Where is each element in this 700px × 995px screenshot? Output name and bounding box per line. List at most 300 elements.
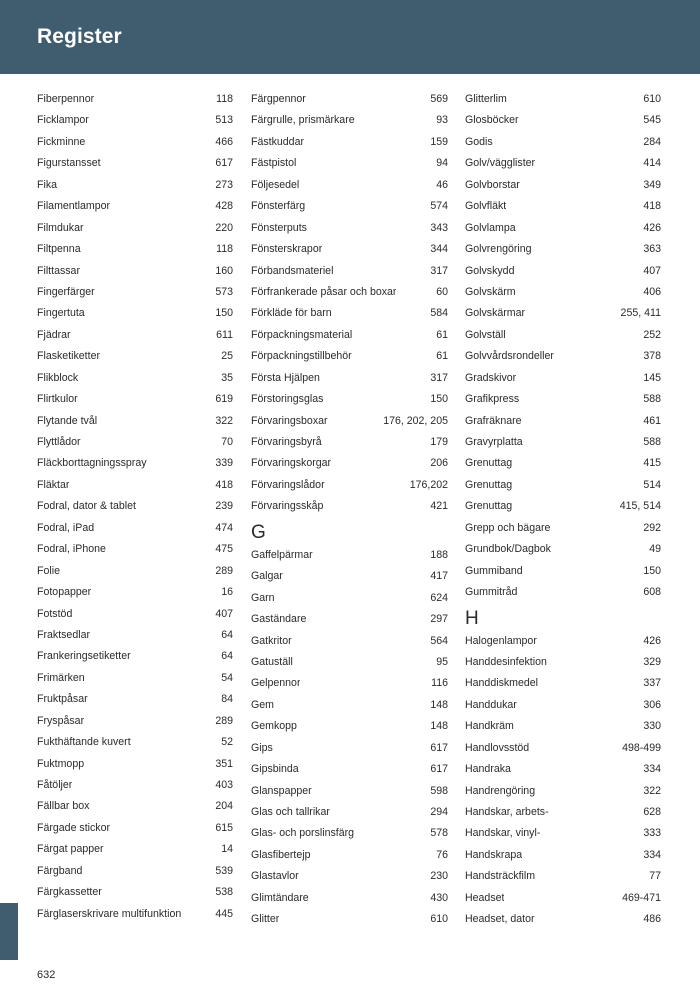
index-entry: [37, 625, 233, 646]
index-term: Frimärken: [37, 671, 85, 684]
index-entry: [37, 754, 233, 775]
index-term: Handskar, arbets-: [465, 806, 549, 818]
index-entry: [465, 802, 661, 823]
index-page-ref: 317: [430, 371, 448, 384]
index-page-ref: 610: [643, 93, 661, 105]
index-entry: [465, 496, 661, 517]
index-term: Färgade stickor: [37, 821, 111, 834]
index-term: Filamentlampor: [37, 200, 111, 213]
index-term: Golvställ: [465, 328, 506, 341]
index-entry: [251, 282, 448, 303]
index-term: Fåtöljer: [37, 779, 73, 791]
index-term: Glitter: [251, 913, 280, 926]
index-term: Frankeringsetiketter: [37, 650, 131, 663]
index-term: Glas- och porslinsfärg: [251, 827, 355, 840]
index-page-ref: 538: [215, 886, 233, 899]
index-page-ref: 418: [643, 200, 661, 213]
index-page-ref: 294: [430, 806, 448, 818]
index-term: Grenuttag: [465, 478, 513, 491]
index-entry: [251, 909, 448, 930]
index-entry: [465, 673, 661, 694]
index-page-ref: 150: [643, 564, 661, 577]
index-term: Golvskydd: [465, 264, 515, 277]
index-term: Fodral, iPad: [37, 521, 95, 534]
index-page-ref: 176, 202, 205: [383, 414, 448, 427]
index-term: Gem: [251, 698, 274, 711]
index-page-ref: 273: [215, 178, 233, 191]
index-page-ref: 64: [221, 628, 233, 641]
index-entry: [251, 759, 448, 780]
index-term: Färgkassetter: [37, 886, 102, 899]
index-page-ref: 35: [221, 371, 233, 384]
index-entry: [37, 239, 233, 260]
index-entry: [37, 518, 233, 539]
index-entry: [465, 175, 661, 196]
index-entry: [465, 759, 661, 780]
index-page-ref: 428: [215, 200, 233, 213]
index-entry: [465, 261, 661, 282]
index-entry: [37, 904, 233, 925]
index-entry: [37, 604, 233, 625]
index-entry: [251, 695, 448, 716]
index-entry: [465, 738, 661, 759]
index-entry: [37, 411, 233, 432]
index-entry: [465, 475, 661, 496]
index-term: Golvskärm: [465, 285, 516, 298]
index-page-ref: 564: [430, 634, 448, 647]
index-term: Fönsterskrapor: [251, 243, 323, 256]
index-entry: [465, 909, 661, 930]
index-term: Flyttlådor: [37, 436, 81, 448]
index-entry: [465, 196, 661, 217]
index-page-ref: 95: [436, 655, 448, 668]
index-entry: [37, 153, 233, 174]
index-entry: [251, 866, 448, 887]
index-entry: [251, 411, 448, 432]
index-page-ref: 54: [221, 671, 233, 684]
index-entry: [37, 861, 233, 882]
index-term: Glitterlim: [465, 93, 507, 105]
page-title: Register: [37, 25, 122, 48]
index-term: Flikblock: [37, 371, 79, 384]
index-page-ref: 574: [430, 200, 448, 213]
index-page-ref: 598: [430, 784, 448, 797]
index-page-ref: 588: [643, 393, 661, 406]
index-page-ref: 252: [643, 328, 661, 341]
section-letter: G: [251, 521, 266, 543]
index-term: Fuktmopp: [37, 757, 85, 770]
index-entry: [37, 668, 233, 689]
index-term: Handraka: [465, 763, 511, 776]
index-entry: [465, 716, 661, 737]
index-entry: [37, 303, 233, 324]
index-term: Glimtändare: [251, 891, 309, 904]
index-page-ref: 339: [215, 457, 233, 470]
index-term: Gatuställ: [251, 655, 293, 668]
index-term: Halogenlampor: [465, 634, 537, 647]
index-term: Förpackningsmaterial: [251, 328, 353, 341]
index-page-ref: 289: [215, 714, 233, 727]
index-entry: [251, 153, 448, 174]
index-page-ref: 617: [430, 741, 448, 754]
index-term: Fika: [37, 178, 58, 191]
index-entry: [37, 882, 233, 903]
index-term: Handrengöring: [465, 784, 536, 797]
index-entry: [251, 303, 448, 324]
index-entry: [251, 802, 448, 823]
index-term: Flasketiketter: [37, 350, 100, 363]
index-entry: [465, 539, 661, 560]
index-page-ref: 426: [643, 634, 661, 647]
index-page-ref: 25: [221, 350, 233, 363]
index-entry: [465, 110, 661, 131]
index-term: Headset: [465, 891, 505, 904]
index-term: Fruktpåsar: [37, 693, 88, 706]
index-page-ref: 343: [430, 221, 448, 234]
index-entry: [465, 781, 661, 802]
index-term: Fönsterputs: [251, 221, 307, 234]
index-entry: [465, 518, 661, 539]
index-page-ref: 475: [215, 543, 233, 556]
index-entry: [37, 475, 233, 496]
index-entry: [465, 866, 661, 887]
index-entry: [251, 716, 448, 737]
index-page-ref: 513: [215, 114, 233, 127]
index-page-ref: 150: [215, 307, 233, 320]
index-page-ref: 608: [643, 586, 661, 599]
index-term: Fästpistol: [251, 157, 297, 170]
index-entry: [37, 261, 233, 282]
index-page-ref: 61: [436, 328, 448, 341]
index-page-ref: 407: [215, 607, 233, 620]
index-term: Fiberpennor: [37, 93, 95, 105]
index-page-ref: 514: [643, 478, 661, 491]
index-page-ref: 255, 411: [620, 307, 661, 320]
index-page-ref: 76: [436, 848, 448, 861]
index-term: Gelpennor: [251, 677, 301, 690]
index-entry: [465, 282, 661, 303]
index-entry: [251, 545, 448, 566]
index-term: Garn: [251, 591, 275, 604]
index-term: Fotstöd: [37, 607, 73, 620]
index-entry: [37, 196, 233, 217]
index-term: Gradskivor: [465, 371, 517, 384]
index-entry: [251, 631, 448, 652]
index-term: Golv/vägglister: [465, 157, 536, 170]
index-entry: [251, 453, 448, 474]
index-page-ref: 116: [431, 677, 448, 690]
index-term: Fönsterfärg: [251, 200, 306, 213]
index-term: Handdesinfektion: [465, 655, 547, 668]
index-term: Grepp och bägare: [465, 521, 551, 534]
index-entry: [465, 389, 661, 410]
index-page-ref: 148: [430, 698, 448, 711]
index-entry: [465, 218, 661, 239]
index-page-ref: 588: [643, 436, 661, 448]
index-column-3: [465, 89, 661, 931]
index-term: Glas och tallrikar: [251, 806, 330, 818]
index-page-ref: 334: [643, 848, 661, 861]
index-term: Förkläde för barn: [251, 307, 332, 320]
index-entry: [251, 110, 448, 131]
index-term: Handsträckfilm: [465, 870, 536, 883]
index-term: Förbandsmateriel: [251, 264, 334, 277]
index-entry: [251, 218, 448, 239]
index-page-ref: 230: [430, 870, 448, 883]
index-page-ref: 539: [215, 864, 233, 877]
index-entry: [251, 175, 448, 196]
index-entry: [251, 781, 448, 802]
index-term: Färgat papper: [37, 843, 104, 856]
index-term: Filttassar: [37, 264, 80, 277]
index-term: Flirtkulor: [37, 393, 78, 406]
index-page-ref: 64: [221, 650, 233, 663]
index-term: Förstoringsglas: [251, 393, 324, 406]
index-page-ref: 239: [215, 500, 233, 513]
index-term: Gipsbinda: [251, 763, 299, 776]
index-term: Färgband: [37, 864, 83, 877]
index-page-ref: 284: [643, 135, 661, 148]
index-page-ref: 363: [643, 243, 661, 256]
index-page-ref: 317: [430, 264, 448, 277]
index-term: Golvvårdsrondeller: [465, 350, 554, 363]
index-term: Förvaringslådor: [251, 478, 325, 491]
index-term: Godis: [465, 135, 493, 148]
index-page-ref: 220: [215, 221, 233, 234]
index-page-ref: 469-471: [622, 891, 661, 904]
index-entry: [251, 673, 448, 694]
index-term: Grenuttag: [465, 457, 513, 470]
index-page-ref: 578: [430, 827, 448, 840]
index-term: Handdiskmedel: [465, 677, 539, 690]
index-column-1: [37, 89, 233, 925]
index-page-ref: 407: [643, 264, 661, 277]
index-entry: [251, 888, 448, 909]
index-entry: [37, 453, 233, 474]
index-page-ref: 351: [215, 757, 233, 770]
index-page-ref: 349: [643, 178, 661, 191]
index-entry: [465, 303, 661, 324]
index-page-ref: 292: [643, 521, 661, 534]
index-page-ref: 289: [215, 564, 233, 577]
index-term: Gatkritor: [251, 634, 292, 647]
index-entry: [37, 346, 233, 367]
index-term: Förfrankerade påsar och boxar: [251, 285, 397, 298]
index-page-ref: 415, 514: [619, 500, 661, 513]
index-term: Förvaringsskåp: [251, 500, 324, 513]
index-page-ref: 118: [216, 243, 233, 256]
index-entry: [465, 561, 661, 582]
index-page-ref: 322: [215, 414, 233, 427]
index-term: Grafräknare: [465, 414, 522, 427]
index-page-ref: 545: [643, 114, 661, 127]
index-entry: [465, 432, 661, 453]
index-page-ref: 61: [436, 350, 448, 363]
index-entry: [37, 368, 233, 389]
index-page-ref: 624: [430, 591, 448, 604]
index-term: Fotopapper: [37, 586, 92, 599]
index-page-ref: 418: [215, 478, 233, 491]
index-page-ref: 52: [221, 736, 233, 749]
index-term: Golvrengöring: [465, 243, 532, 256]
index-term: Fästkuddar: [251, 135, 304, 148]
index-term: Golvfläkt: [465, 200, 507, 213]
index-page-ref: 16: [221, 586, 233, 599]
index-page-ref: 94: [436, 157, 448, 170]
index-entry: [37, 110, 233, 131]
index-entry: [251, 325, 448, 346]
index-term: Handskrapa: [465, 848, 523, 861]
index-entry: [465, 89, 661, 110]
index-term: Figurstansset: [37, 157, 101, 170]
index-term: Golvborstar: [465, 178, 520, 191]
index-term: Gips: [251, 741, 273, 754]
index-entry: [37, 839, 233, 860]
page-number: 632: [37, 969, 56, 981]
index-entry: [37, 218, 233, 239]
index-term: Handlovsstöd: [465, 741, 530, 754]
index-page-ref: 60: [436, 285, 448, 298]
index-page-ref: 145: [643, 371, 661, 384]
index-entry: [37, 689, 233, 710]
index-entry: [465, 652, 661, 673]
index-page-ref: 426: [643, 221, 661, 234]
index-page-ref: 573: [215, 285, 233, 298]
index-page-ref: 584: [430, 307, 448, 320]
index-page-ref: 617: [430, 763, 448, 776]
index-page-ref: 610: [430, 913, 448, 926]
index-term: Golvskärmar: [465, 307, 526, 320]
index-entry: [37, 818, 233, 839]
index-term: Gaffelpärmar: [251, 548, 313, 561]
index-page-ref: 176,202: [409, 478, 448, 491]
index-entry: [37, 732, 233, 753]
index-entry: [37, 175, 233, 196]
index-entry: [465, 132, 661, 153]
index-term: Färgrulle, prismärkare: [251, 114, 355, 127]
index-term: Fläckborttagningsspray: [37, 457, 147, 470]
index-term: Glasfibertejp: [251, 848, 311, 861]
index-term: Fukthäftande kuvert: [37, 736, 131, 749]
index-page-ref: 188: [430, 548, 448, 561]
index-term: Färglaserskrivare multifunktion: [37, 907, 182, 920]
index-term: Filmdukar: [37, 221, 84, 234]
index-page-ref: 333: [643, 827, 661, 840]
index-entry: [465, 823, 661, 844]
index-page-ref: 306: [643, 698, 661, 711]
index-entry: [465, 368, 661, 389]
index-term: Gemkopp: [251, 720, 297, 733]
index-entry: [37, 496, 233, 517]
index-entry: [465, 153, 661, 174]
index-term: Grafikpress: [465, 393, 520, 406]
index-page-ref: 49: [649, 543, 661, 556]
index-term: Första Hjälpen: [251, 371, 320, 384]
index-term: Fryspåsar: [37, 714, 85, 727]
index-page-ref: 77: [649, 870, 661, 883]
index-entry: [465, 582, 661, 603]
index-term: Gaständare: [251, 613, 307, 626]
index-page-ref: 334: [643, 763, 661, 776]
index-term: Handskar, vinyl-: [465, 827, 541, 840]
index-page-ref: 46: [436, 178, 448, 191]
index-entry: [37, 775, 233, 796]
index-entry: [251, 738, 448, 759]
index-page-ref: 445: [215, 907, 233, 920]
index-term: Förpackningstillbehör: [251, 350, 352, 363]
index-term: Glanspapper: [251, 784, 312, 797]
index-page-ref: 204: [215, 800, 233, 813]
index-page-ref: 93: [436, 114, 448, 127]
index-page-ref: 322: [643, 784, 661, 797]
index-page-ref: 466: [215, 135, 233, 148]
index-page-ref: 461: [643, 414, 661, 427]
index-column-2: [251, 89, 448, 931]
index-page-ref: 378: [643, 350, 661, 363]
index-entry: [251, 89, 448, 110]
index-page-ref: 414: [643, 157, 661, 170]
index-term: Gravyrplatta: [465, 436, 523, 448]
index-entry: [251, 566, 448, 587]
index-entry: [251, 475, 448, 496]
index-entry: [37, 282, 233, 303]
index-entry: [251, 261, 448, 282]
index-page-ref: 159: [430, 135, 448, 148]
index-entry: [37, 539, 233, 560]
index-term: Fickminne: [37, 135, 86, 148]
index-term: Grundbok/Dagbok: [465, 543, 551, 556]
index-page-ref: 421: [430, 500, 448, 513]
index-page-ref: 297: [430, 613, 448, 626]
index-page-ref: 615: [215, 821, 233, 834]
index-term: Fraktsedlar: [37, 628, 90, 641]
index-entry: [251, 588, 448, 609]
index-page-ref: 619: [215, 393, 233, 406]
index-term: Ficklampor: [37, 114, 89, 127]
index-page-ref: 498-499: [622, 741, 661, 754]
index-term: Golvlampa: [465, 221, 516, 234]
index-term: Fingertuta: [37, 307, 85, 320]
index-entry: [251, 823, 448, 844]
index-page-ref: 148: [430, 720, 448, 733]
index-term: Gummiband: [465, 564, 523, 577]
index-page-ref: 330: [643, 720, 661, 733]
index-term: Galgar: [251, 570, 283, 583]
index-page-ref: 486: [643, 913, 661, 926]
index-term: Förvaringsboxar: [251, 414, 328, 427]
index-page-ref: 628: [643, 806, 661, 818]
index-entry: [37, 796, 233, 817]
index-entry: [37, 711, 233, 732]
section-letter: H: [465, 607, 479, 629]
index-entry: [465, 325, 661, 346]
index-page-ref: 611: [216, 328, 233, 341]
index-page-ref: 70: [221, 436, 233, 448]
index-entry: [465, 888, 661, 909]
index-page-ref: 569: [430, 93, 448, 105]
index-entry: [251, 346, 448, 367]
index-page-ref: 14: [221, 843, 233, 856]
index-entry: [37, 582, 233, 603]
index-entry: [251, 196, 448, 217]
index-entry: [37, 89, 233, 110]
index-page-ref: 160: [215, 264, 233, 277]
index-entry: [251, 132, 448, 153]
index-term: Fodral, iPhone: [37, 543, 106, 556]
index-page-ref: 84: [221, 693, 233, 706]
index-entry: [465, 411, 661, 432]
index-entry: [37, 646, 233, 667]
